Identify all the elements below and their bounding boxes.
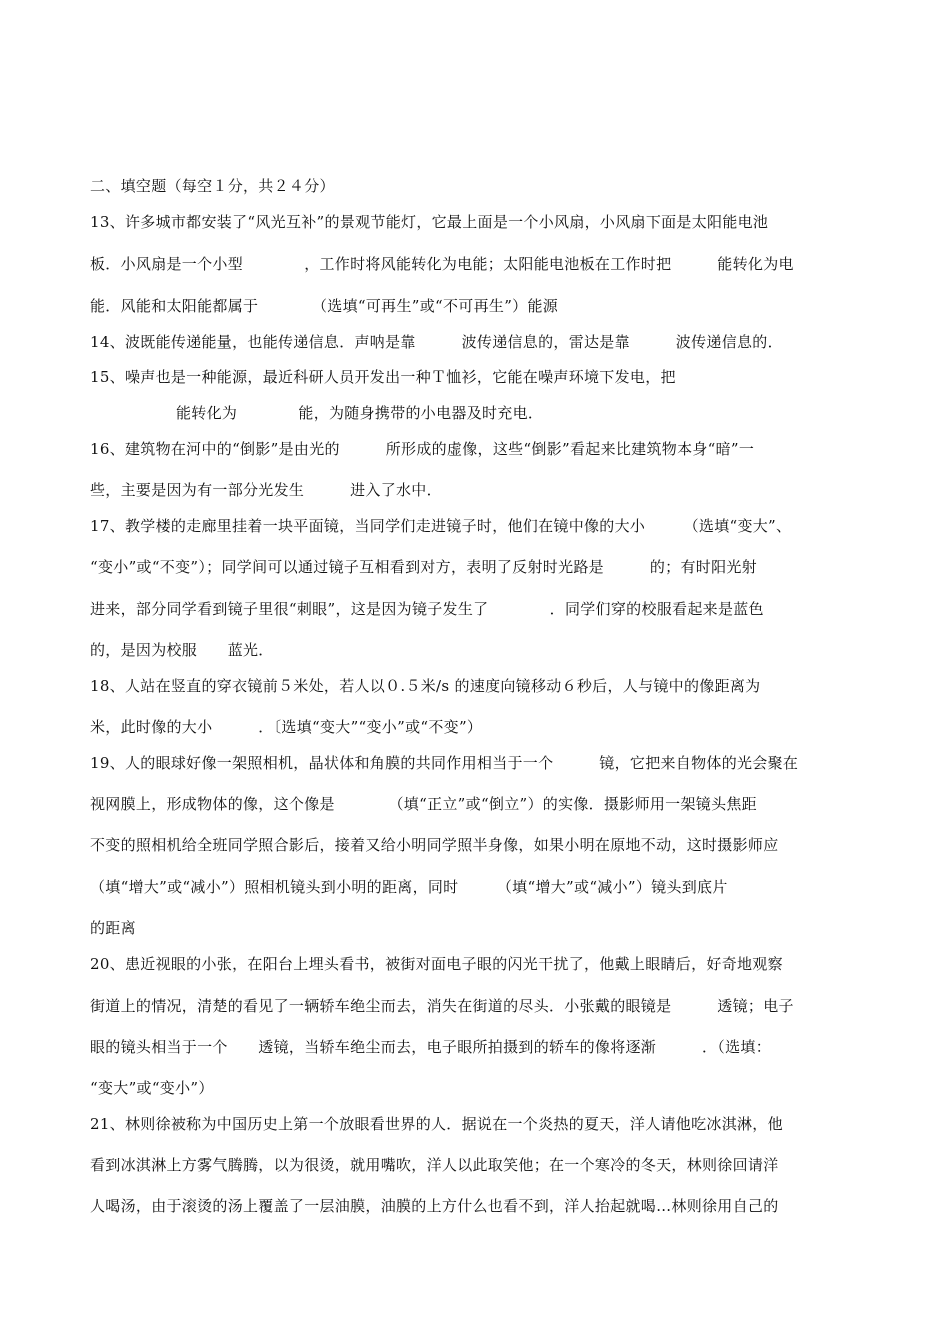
q13-line-1: 13、许多城市都安装了“风光互补”的景观节能灯，它最上面是一个小风扇，小风扇下面是太阳能电池 (90, 213, 769, 231)
q19-line-3: 不变的照相机给全班同学照合影后，接着又给小明同学照半身像，如果小明在原地不动，这时摄影师应 (90, 836, 779, 854)
q20-line-4: “变大”或“变小”） (90, 1079, 214, 1097)
q15-line-2: 能转化为 能，为随身携带的小电器及时充电． (176, 404, 544, 422)
q20-line-2: 街道上的情况，清楚的看见了一辆轿车绝尘而去，消失在街道的尽头．小张戴的眼镜是 透镜；电子 (90, 997, 794, 1015)
section-heading: 二、填空题（每空１分，共２４分） (90, 177, 335, 195)
q21-line-2: 看到冰淇淋上方雾气腾腾，以为很烫，就用嘴吹，洋人以此取笑他；在一个寒冷的冬天，林则徐回请洋 (90, 1156, 779, 1174)
q18-line-2: 米，此时像的大小 ．〔选填“变大”“变小”或“不变”） (90, 718, 483, 736)
q19-line-4: （填“增大”或“减小”）照相机镜头到小明的距离，同时 （填“增大”或“减小”）镜头到底片 (90, 878, 728, 896)
q15-line-1: 15、噪声也是一种能源，最近科研人员开发出一种Ｔ恤衫，它能在噪声环境下发电，把 (90, 368, 676, 386)
q16-line-1: 16、建筑物在河中的“倒影”是由光的 所形成的虚像，这些“倒影”看起来比建筑物本身“暗”一 (90, 440, 755, 458)
q17-line-2: “变小”或“不变”）；同学间可以通过镜子互相看到对方，表明了反射时光路是 的；有时阳光射 (90, 558, 757, 576)
q19-line-5: 的距离 (90, 919, 136, 937)
q13-line-2: 板．小风扇是一个小型 ，工作时将风能转化为电能；太阳能电池板在工作时把 能转化为电 (90, 255, 794, 273)
q13-line-3: 能．风能和太阳能都属于 （选填“可再生”或“不可再生”）能源 (90, 297, 559, 315)
q16-line-2: 些，主要是因为有一部分光发生 进入了水中． (90, 481, 442, 499)
q17-line-3: 进来，部分同学看到镜子里很“刺眼”，这是因为镜子发生了 ．同学们穿的校服看起来是蓝色 (90, 600, 764, 618)
q19-line-2: 视网膜上，形成物体的像，这个像是 （填“正立”或“倒立”）的实像．摄影师用一架镜头焦距 (90, 795, 757, 813)
q20-line-3: 眼的镜头相当于一个 透镜，当轿车绝尘而去，电子眼所拍摄到的轿车的像将逐渐 ．（选填： (90, 1038, 772, 1056)
q14-line-1: 14、波既能传递能量，也能传递信息．声呐是靠 波传递信息的，雷达是靠 波传递信息的． (90, 333, 783, 351)
q21-line-1: 21、林则徐被称为中国历史上第一个放眼看世界的人．据说在一个炎热的夏天，洋人请他吃冰淇淋，他 (90, 1115, 783, 1133)
q18-line-1: 18、人站在竖直的穿衣镜前５米处，若人以０.５米/s 的速度向镜移动６秒后，人与镜中的像距离为 (90, 677, 761, 695)
q21-line-3: 人喝汤，由于滚烫的汤上覆盖了一层油膜，油膜的上方什么也看不到，洋人抬起就喝…林则徐用自己的 (90, 1197, 779, 1215)
q20-line-1: 20、患近视眼的小张，在阳台上埋头看书，被街对面电子眼的闪光干扰了，他戴上眼睛后，好奇地观察 (90, 955, 783, 973)
q17-line-4: 的，是因为校服 蓝光． (90, 641, 274, 659)
q19-line-1: 19、人的眼球好像一架照相机，晶状体和角膜的共同作用相当于一个 镜，它把来自物体的光会聚在 (90, 754, 799, 772)
q17-line-1: 17、教学楼的走廊里挂着一块平面镜，当同学们走进镜子时，他们在镜中像的大小 （选填“变大”、 (90, 517, 792, 535)
